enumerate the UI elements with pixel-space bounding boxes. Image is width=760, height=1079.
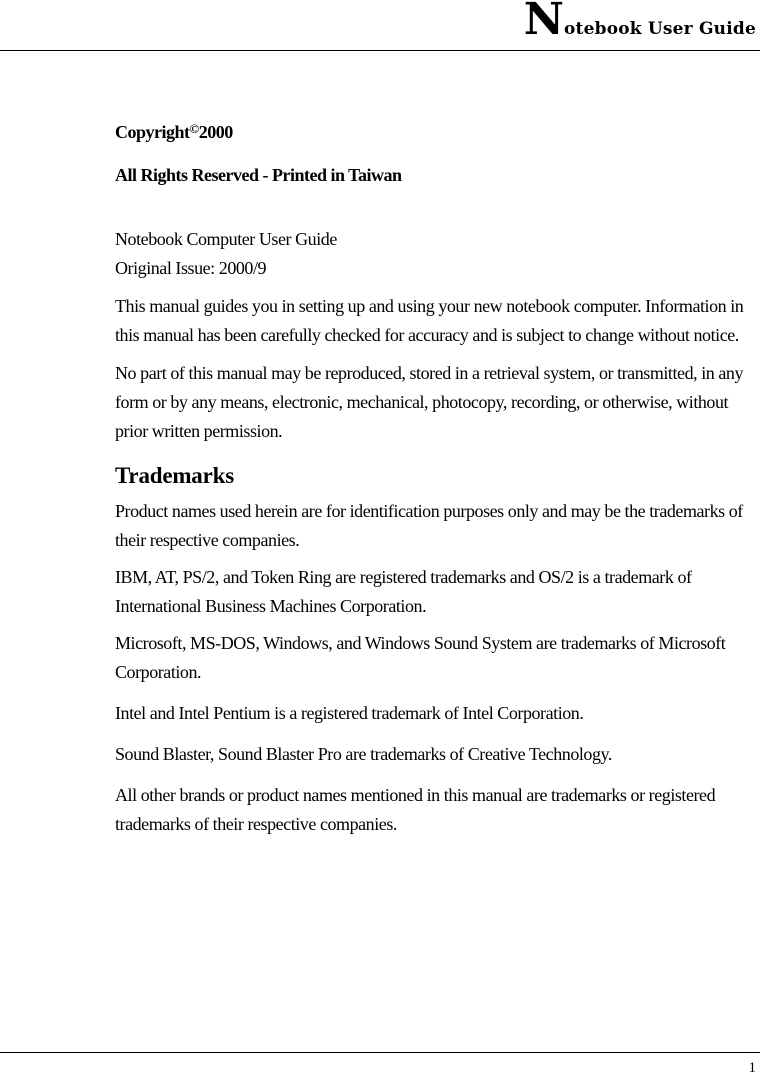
trademark-paragraph: All other brands or product names mentioned in this manual are trademarks or registered trademarks of their respective companies. xyxy=(115,785,716,834)
issue-block xyxy=(115,225,760,283)
trademarks-heading: Trademarks xyxy=(115,463,234,488)
trademark-paragraph: Product names used herein are for identification purposes only and may be the trademarks of their respective companies. xyxy=(115,501,743,550)
trademark-paragraph: IBM, AT, PS/2, and Token Ring are registered trademarks and OS/2 is a trademark of International Business Machines Corporation. xyxy=(115,567,692,616)
page-content xyxy=(115,118,760,839)
header-title-initial: N xyxy=(523,0,564,45)
copyright-line xyxy=(115,118,760,146)
guide-title: Notebook Computer User Guide xyxy=(115,229,337,249)
trademark-paragraph: Sound Blaster, Sound Blaster Pro are trademarks of Creative Technology. xyxy=(115,744,612,764)
page-number: 1 xyxy=(748,1060,756,1076)
page-header xyxy=(0,0,760,51)
original-issue: Original Issue: 2000/9 xyxy=(115,258,267,278)
header-title xyxy=(523,0,756,45)
rights-line: All Rights Reserved - Printed in Taiwan xyxy=(115,165,402,185)
intro-paragraph: This manual guides you in setting up and using your new notebook computer. Information in this manual has been carefully checked for accuracy and is subject to change without notice. xyxy=(115,296,744,345)
copyright-label: Copyright xyxy=(115,122,190,142)
copyright-year: 2000 xyxy=(198,122,233,142)
trademark-paragraph: Microsoft, MS-DOS, Windows, and Windows Sound System are trademarks of Microsoft Corporation. xyxy=(115,633,726,682)
copyright-symbol: © xyxy=(189,121,199,136)
no-reproduction-paragraph: No part of this manual may be reproduced, stored in a retrieval system, or transmitted, in any form or by any means, electronic, mechanical, photocopy, recording, or otherwise, without prior written permission. xyxy=(115,363,744,441)
header-title-rest: otebook User Guide xyxy=(564,19,756,39)
footer-rule xyxy=(0,1052,760,1053)
trademark-paragraph: Intel and Intel Pentium is a registered trademark of Intel Corporation. xyxy=(115,703,584,723)
